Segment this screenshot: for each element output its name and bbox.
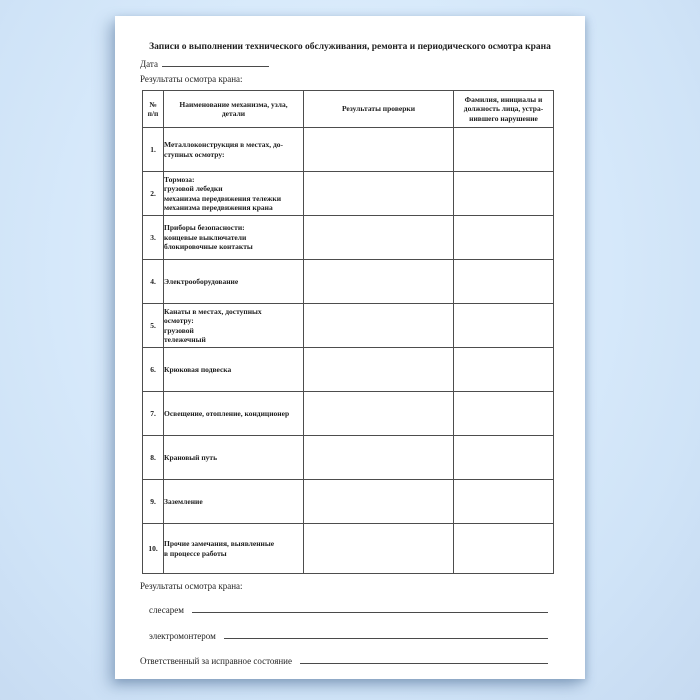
row-item-name: Канаты в местах, доступных осмотру: грузовой тележечный — [164, 304, 304, 348]
column-header-person: Фамилия, инициалы и должность лица, устра- нившего нарушение — [454, 91, 554, 128]
table-row — [143, 436, 554, 480]
table-header-row — [143, 91, 554, 128]
table-row — [143, 172, 554, 216]
row-check-results-cell — [304, 524, 454, 574]
row-person-cell — [454, 524, 554, 574]
table-row — [143, 304, 554, 348]
row-item-name: Заземление — [164, 480, 304, 524]
table-row — [143, 392, 554, 436]
row-person-cell — [454, 260, 554, 304]
row-number: 9. — [143, 480, 164, 524]
date-label: Дата — [140, 59, 158, 69]
column-header-check-results: Результаты проверки — [304, 91, 454, 128]
row-number: 3. — [143, 216, 164, 260]
results-heading-top: Результаты осмотра крана: — [140, 74, 243, 84]
row-person-cell — [454, 128, 554, 172]
row-number: 8. — [143, 436, 164, 480]
date-blank-line — [162, 57, 269, 67]
row-item-name: Тормоза: грузовой лебедки механизма передвижения тележки механизма передвижения крана — [164, 172, 304, 216]
date-field-row — [140, 57, 563, 71]
row-item-name: Электрооборудование — [164, 260, 304, 304]
column-header-name: Наименование механизма, узла, детали — [164, 91, 304, 128]
page-title: Записи о выполнении технического обслуживания, ремонта и периодического осмотра крана — [149, 42, 551, 52]
row-check-results-cell — [304, 260, 454, 304]
row-number: 1. — [143, 128, 164, 172]
row-person-cell — [454, 216, 554, 260]
row-check-results-cell — [304, 480, 454, 524]
row-item-name: Освещение, отопление, кондиционер — [164, 392, 304, 436]
row-number: 10. — [143, 524, 164, 574]
document-page — [115, 16, 585, 679]
row-check-results-cell — [304, 392, 454, 436]
row-item-name: Крюковая подвеска — [164, 348, 304, 392]
electrician-label: электромонтером — [149, 631, 216, 641]
row-item-name: Металлоконструкция в местах, до- ступных осмотру: — [164, 128, 304, 172]
row-person-cell — [454, 304, 554, 348]
mechanic-label: слесарем — [149, 605, 184, 615]
table-row — [143, 480, 554, 524]
row-check-results-cell — [304, 128, 454, 172]
signature-row-electrician — [137, 628, 563, 642]
row-check-results-cell — [304, 304, 454, 348]
row-number: 7. — [143, 392, 164, 436]
responsible-person-blank-line — [300, 653, 548, 664]
table-row — [143, 128, 554, 172]
table-row — [143, 260, 554, 304]
row-check-results-cell — [304, 436, 454, 480]
column-header-number: № п/п — [143, 91, 164, 128]
row-number: 6. — [143, 348, 164, 392]
results-heading-bottom: Результаты осмотра крана: — [140, 581, 243, 591]
table-row — [143, 216, 554, 260]
row-person-cell — [454, 392, 554, 436]
inspection-table — [142, 90, 554, 574]
row-check-results-cell — [304, 348, 454, 392]
row-check-results-cell — [304, 172, 454, 216]
responsible-person-label: Ответственный за исправное состояние — [140, 656, 292, 666]
row-number: 2. — [143, 172, 164, 216]
row-check-results-cell — [304, 216, 454, 260]
row-person-cell — [454, 172, 554, 216]
row-item-name: Приборы безопасности: концевые выключатели блокировочные контакты — [164, 216, 304, 260]
row-person-cell — [454, 480, 554, 524]
electrician-blank-line — [224, 628, 548, 639]
row-number: 4. — [143, 260, 164, 304]
table-row — [143, 524, 554, 574]
row-person-cell — [454, 348, 554, 392]
mechanic-blank-line — [192, 602, 548, 613]
row-person-cell — [454, 436, 554, 480]
signature-row-responsible — [137, 653, 563, 667]
row-number: 5. — [143, 304, 164, 348]
table-row — [143, 348, 554, 392]
row-item-name: Прочие замечания, выявленные в процессе работы — [164, 524, 304, 574]
row-item-name: Крановый путь — [164, 436, 304, 480]
signature-row-mechanic — [137, 602, 563, 616]
